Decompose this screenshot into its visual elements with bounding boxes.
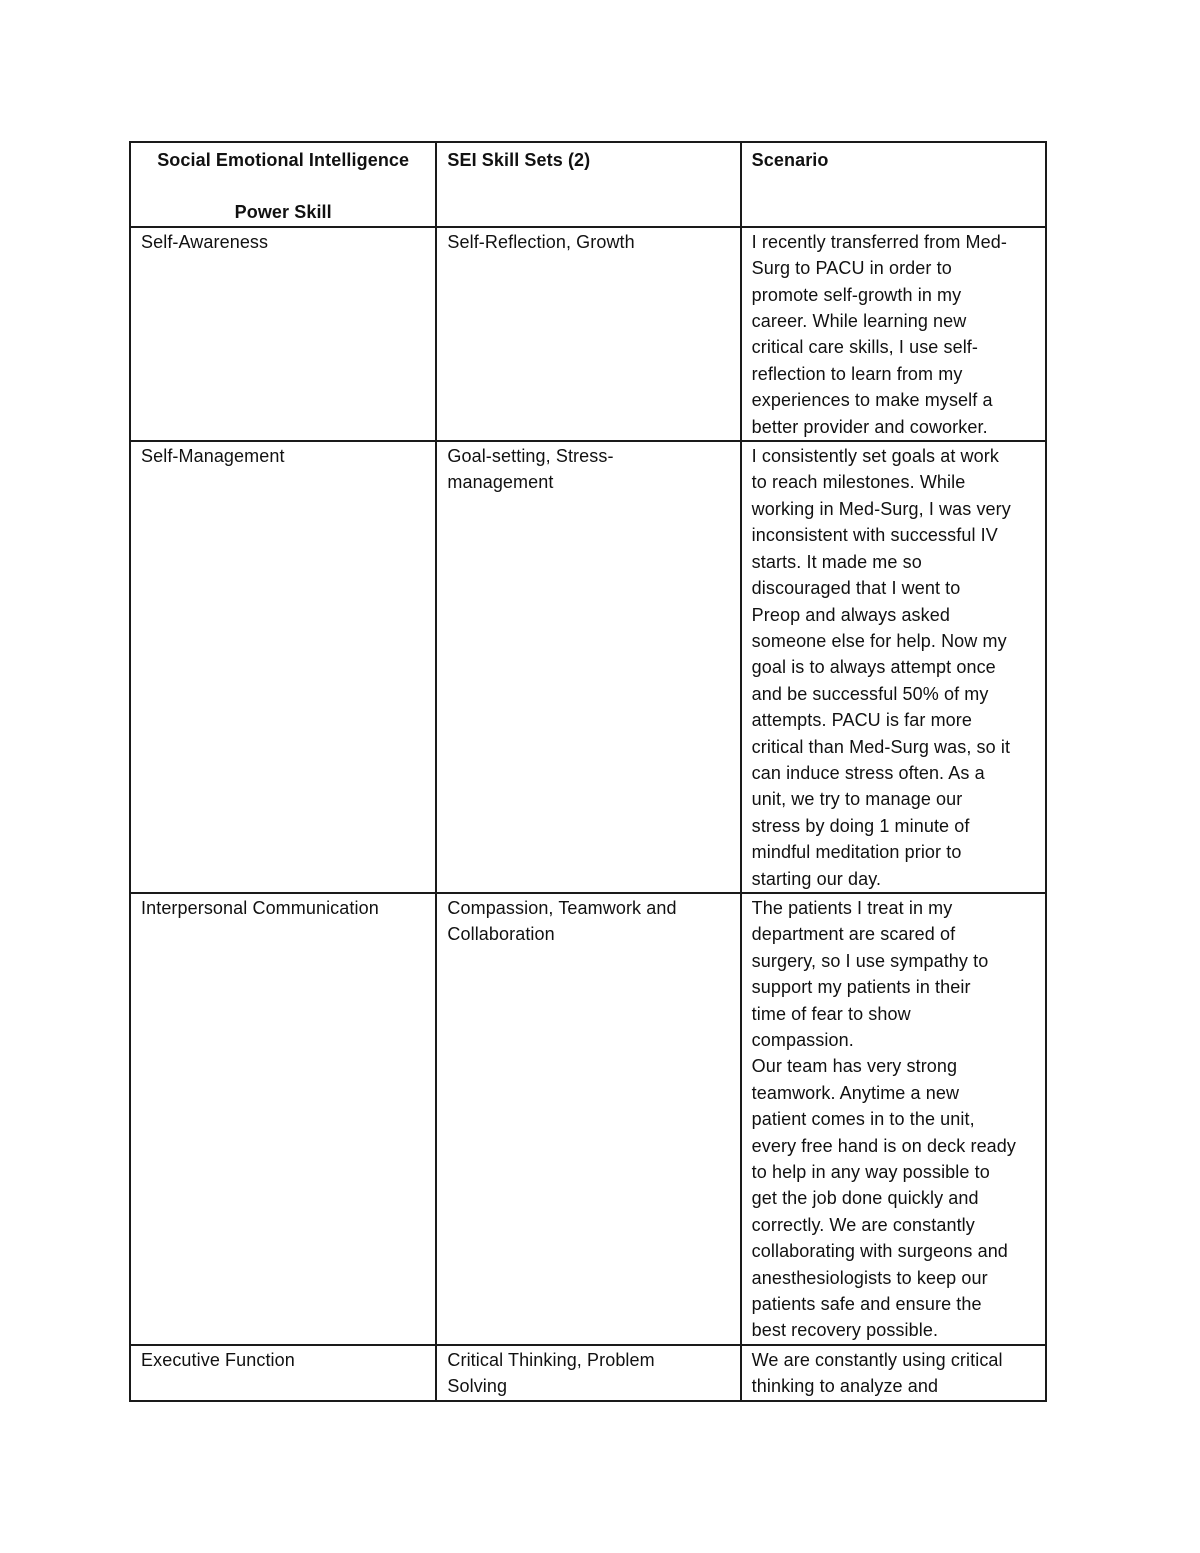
skill-sets-text: Self-Reflection, Growth bbox=[447, 231, 635, 252]
table-header-row bbox=[130, 142, 1046, 227]
skill-text: Executive Function bbox=[141, 1349, 295, 1370]
header-scenario bbox=[741, 142, 1046, 227]
cell-skill bbox=[130, 893, 436, 1345]
cell-skill bbox=[130, 441, 436, 893]
scenario-text-teamwork: Our team has very strong teamwork. Anytime a new patient comes in to the unit, every free hand is on deck ready to help in any way possible to get the job done quickly and correctly. We are constantly collaborating with surgeons and anesthesiologists to keep our patients safe and ensure the best recovery possible. bbox=[751, 1056, 1017, 1341]
header-col2: SEI Skill Sets (2) bbox=[447, 150, 591, 170]
scenario-text: We are constantly using critical thinking to analyze and bbox=[751, 1349, 1003, 1397]
skill-text: Interpersonal Communication bbox=[141, 897, 379, 918]
header-col1-line1: Social Emotional Intelligence bbox=[157, 150, 410, 170]
skill-text: Self-Awareness bbox=[141, 231, 269, 252]
cell-skill bbox=[130, 227, 436, 441]
scenario-text-compassion: The patients I treat in my department are scared of surgery, so I use sympathy to support my patients in their time of fear to show compassion. bbox=[751, 897, 989, 1050]
cell-scenario bbox=[741, 893, 1046, 1345]
cell-skill-sets bbox=[436, 227, 740, 441]
table-row bbox=[130, 441, 1046, 893]
cell-skill-sets bbox=[436, 441, 740, 893]
skill-sets-text: Critical Thinking, Problem Solving bbox=[447, 1349, 655, 1397]
table-row bbox=[130, 227, 1046, 441]
sei-table bbox=[129, 141, 1047, 1402]
cell-skill-sets bbox=[436, 1345, 740, 1401]
scenario-text: I recently transferred from Med- Surg to PACU in order to promote self-growth in my career. While learning new critical care skills, I use self- reflection to learn from my experiences to make myself a better provider and coworker. bbox=[751, 231, 1007, 437]
header-col1-line2: Power Skill bbox=[234, 202, 332, 223]
skill-text: Self-Management bbox=[141, 446, 285, 467]
table-row bbox=[130, 1345, 1046, 1401]
table-row bbox=[130, 893, 1046, 1345]
skill-sets-text: Goal-setting, Stress- management bbox=[447, 446, 614, 493]
cell-skill-sets bbox=[436, 893, 740, 1345]
cell-scenario bbox=[741, 227, 1046, 441]
scenario-text: I consistently set goals at work to reach milestones. While working in Med-Surg, I was very inconsistent with successful IV starts. It made me so discouraged that I went to Preop and always asked someone else for help. Now my goal is to always attempt once and be successful 50% of my attempts. PACU is far more critical than Med-Surg was, so it can induce stress often. As a unit, we try to manage our stress by doing 1 minute of mindful meditation prior to starting our day. bbox=[751, 446, 1011, 889]
header-col3: Scenario bbox=[751, 150, 829, 170]
cell-scenario bbox=[741, 1345, 1046, 1401]
cell-scenario bbox=[741, 441, 1046, 893]
header-power-skill bbox=[130, 142, 436, 227]
cell-skill bbox=[130, 1345, 436, 1401]
header-skill-sets bbox=[436, 142, 740, 227]
skill-sets-text: Compassion, Teamwork and Collaboration bbox=[447, 897, 677, 945]
